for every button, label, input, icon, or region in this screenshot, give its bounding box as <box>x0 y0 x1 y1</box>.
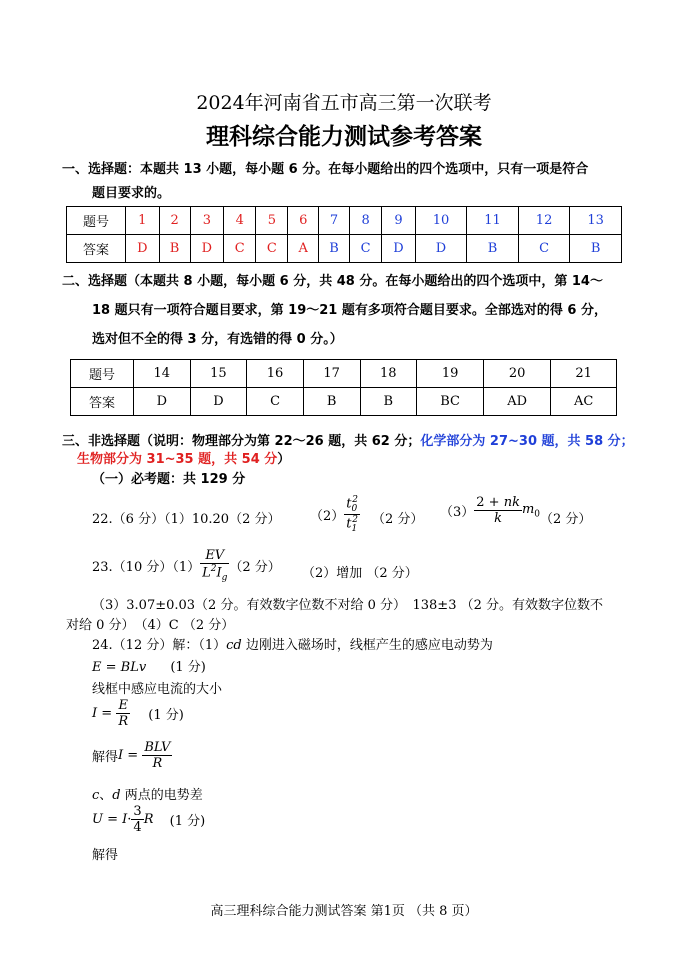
answer-cell: B <box>570 235 622 263</box>
answer-cell: A <box>288 235 319 263</box>
q24-line3: c、d 两点的电势差 <box>92 788 203 803</box>
question-number-cell: 7 <box>319 207 350 235</box>
q24-line1-prefix: 24.（12 分）解：（1） <box>92 638 227 653</box>
answer-cell: BC <box>417 388 484 416</box>
question-number-cell: 16 <box>247 360 304 388</box>
answer-cell: C <box>350 235 382 263</box>
answer-cell: D <box>126 235 160 263</box>
q24-eq1-formula: E = BLv <box>92 660 147 675</box>
section3-heading-chemistry: 化学部分为 27~30 题，共 58 分； <box>420 434 634 449</box>
question-number-cell: 20 <box>484 360 551 388</box>
table-row-label: 题号 <box>71 360 134 388</box>
section2-heading-line3: 选对但不全的得 3 分，有选错的得 0 分。） <box>92 332 343 347</box>
q24-eq3-score: (1 分) <box>169 814 206 829</box>
section1-heading-line2: 题目要求的。 <box>92 186 171 201</box>
answer-cell: B <box>159 235 190 263</box>
section1-answer-table <box>66 206 622 263</box>
answer-cell: B <box>467 235 519 263</box>
question-number-cell: 17 <box>303 360 360 388</box>
q24-eq2: I = $\frac{E}{R}$ (1 分) <box>92 698 184 729</box>
answer-cell: B <box>360 388 417 416</box>
answer-cell: D <box>415 235 467 263</box>
question-number-cell: 18 <box>360 360 417 388</box>
q23-line3: 对给 0 分） （4）C （2 分） <box>66 618 235 633</box>
answer-cell: D <box>382 235 416 263</box>
q23-formula-fraction: $\frac{EV}{L^2I_g}$ <box>202 548 228 583</box>
table-row-label: 题号 <box>67 207 126 235</box>
answer-cell: D <box>190 388 247 416</box>
q22-prefix: 22.（6 分）（1）10.20（2 分） <box>92 512 281 527</box>
answer-cell: AC <box>551 388 617 416</box>
section3-heading-line2 <box>77 448 290 467</box>
answer-cell: B <box>319 235 350 263</box>
page-footer: 高三理科综合能力测试答案 第1页 （共 8 页） <box>210 904 478 919</box>
question-number-cell: 11 <box>467 207 519 235</box>
answer-cell: AD <box>484 388 551 416</box>
q22-part3-score: （2 分） <box>540 512 592 527</box>
section3-heading-physics: 三、非选择题（说明：物理部分为第 22～26 题，共 62 分； <box>62 434 421 449</box>
question-number-cell: 13 <box>570 207 622 235</box>
table-row-label: 答案 <box>71 388 134 416</box>
q24-eq3: U = I· $\frac{3}{4}$ R (1 分) <box>92 804 206 835</box>
question-number-cell: 6 <box>288 207 319 235</box>
q24-line1 <box>92 634 493 653</box>
question-number-cell: 3 <box>190 207 224 235</box>
section2-answer-table <box>70 359 617 416</box>
q22-formula-fraction: $\frac{t_0^2}{t_1^2}$ <box>346 495 358 534</box>
q23-prefix: 23.（10 分）（1） <box>92 559 201 575</box>
question-number-cell: 9 <box>382 207 416 235</box>
q23-line1 <box>92 548 281 583</box>
q22-part3: （3） $\frac{2 + nk}{k}$ $m_0$ <box>440 495 541 526</box>
q22-part2-label: （2） <box>310 508 345 524</box>
q24-eq1-score: (1 分) <box>170 660 206 675</box>
q22-part2 <box>310 495 360 534</box>
question-number-cell: 12 <box>518 207 570 235</box>
q24-line3-text: 两点的电势差 <box>124 788 203 803</box>
section3-heading-line1 <box>62 430 634 449</box>
q24-eq1 <box>92 656 206 675</box>
answer-cell: D <box>134 388 191 416</box>
section2-heading-line2: 18 题只有一项符合题目要求，第 19～21 题有多项符合题目要求。全部选对的得 6 分， <box>92 303 607 318</box>
question-number-cell: 8 <box>350 207 382 235</box>
question-number-cell: 5 <box>256 207 288 235</box>
section1-heading-line1: 一、选择题：本题共 13 小题，每小题 6 分。在每小题给出的四个选项中，只有一项是符合 <box>62 162 589 177</box>
q23-line2: （3）3.07±0.03（2 分。有效数字位数不对给 0 分） 138±3 （2 分。有效数字位数不 <box>92 598 604 613</box>
q24-eq3-fraction: $\frac{3}{4}$ <box>133 804 142 835</box>
q22-part3-label: （3） <box>440 505 475 520</box>
answer-cell: B <box>303 388 360 416</box>
q24-solve2: 解得 <box>92 848 119 863</box>
q24-eq2-fraction: $\frac{E}{R}$ <box>118 698 129 729</box>
answer-cell: C <box>518 235 570 263</box>
section3-heading-close: ） <box>277 452 291 467</box>
table-row-label: 答案 <box>67 235 126 263</box>
section3-heading-biology: 生物部分为 31~35 题，共 54 分 <box>77 452 278 467</box>
answer-cell: D <box>190 235 224 263</box>
answer-cell: C <box>247 388 304 416</box>
answer-cell: C <box>256 235 288 263</box>
q22-formula-fraction: $\frac{2 + nk}{k}$ <box>476 495 520 526</box>
q24-solve1-fraction: $\frac{\text{BLV}}{R}$ <box>144 740 171 771</box>
question-number-cell: 10 <box>415 207 467 235</box>
q24-line1-edge: cd <box>226 638 242 653</box>
section2-heading-line1: 二、选择题（本题共 8 小题，每小题 6 分，共 48 分。在每小题给出的四个选项中，第 14～ <box>62 274 603 289</box>
question-number-cell: 2 <box>159 207 190 235</box>
answer-cell: C <box>224 235 256 263</box>
q22-line <box>92 508 280 527</box>
question-number-cell: 1 <box>126 207 160 235</box>
q23-part1-score: （2 分） <box>229 559 281 575</box>
section3-subheading: （一）必考题：共 129 分 <box>92 472 246 487</box>
question-number-cell: 14 <box>134 360 191 388</box>
doc-subtitle: 理科综合能力测试参考答案 <box>206 124 482 150</box>
q24-line1-text: 边刚进入磁场时，线框产生的感应电动势为 <box>241 638 493 653</box>
q24-eq2-score: (1 分) <box>148 708 184 723</box>
doc-title: 2024年河南省五市高三第一次联考 <box>196 92 492 114</box>
question-number-cell: 19 <box>417 360 484 388</box>
q22-part2-score: （2 分） <box>372 512 424 527</box>
q24-solve-label: 解得 <box>92 750 119 765</box>
question-number-cell: 21 <box>551 360 617 388</box>
question-number-cell: 15 <box>190 360 247 388</box>
q24-solve1: 解得I = $\frac{\text{BLV}}{R}$ <box>92 740 171 771</box>
q24-line2: 线框中感应电流的大小 <box>92 682 223 697</box>
question-number-cell: 4 <box>224 207 256 235</box>
q23-part2: （2）增加 （2 分） <box>302 566 418 581</box>
